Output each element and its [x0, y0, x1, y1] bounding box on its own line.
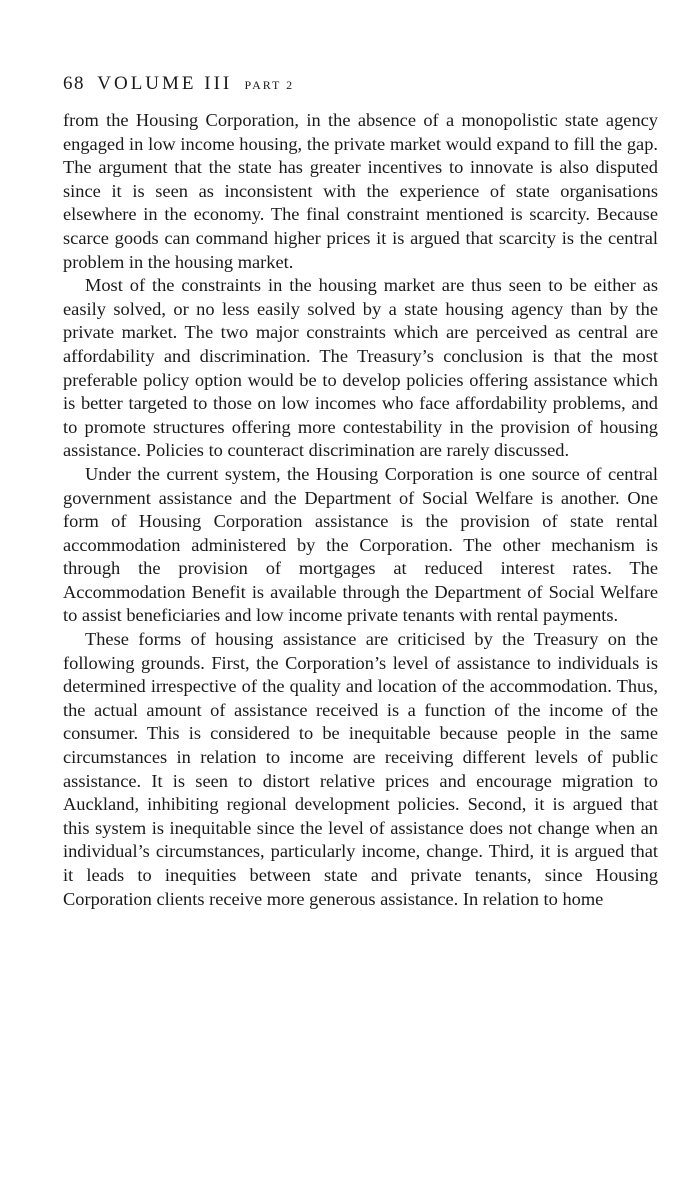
running-head [63, 72, 658, 97]
paragraph: from the Housing Corporation, in the absence of a monopolistic state agency engaged in low income housing, the private market would expand to fill the gap. The argument that the state has greater incentives to innovate is also disputed since it is seen as inconsistent with the experience of state organisations elsewhere in the economy. The final constraint mentioned is scarcity. Because scarce goods can command higher prices it is argued that scarcity is the central problem in the housing market. [63, 110, 658, 272]
volume-label: VOLUME III [97, 73, 233, 94]
paragraph: Most of the constraints in the housing market are thus seen to be either as easily solved, or no less easily solved by a state housing agency than by the private market. The two major constraints which are perceived as central are affordability and discrimination. The Treasury’s conclusion is that the most preferable policy option would be to develop policies offering assistance which is better targeted to those on low incomes who face affordability problems, and to promote structures offering more contestability in the provision of housing assistance. Policies to counteract discrimination are rarely discussed. [63, 275, 658, 461]
paragraph: Under the current system, the Housing Corporation is one source of central government assistance and the Department of Social Welfare is another. One form of Housing Corporation assistance is the provision of state rental accommodation administered by the Corporation. The other mechanism is through the provision of mortgages at reduced interest rates. The Accommodation Benefit is available through the Department of Social Welfare to assist beneficiaries and low income private tenants with rental payments. [63, 463, 658, 626]
page-number: 68 [63, 73, 85, 94]
body-text [63, 109, 658, 911]
paragraph: These forms of housing assistance are criticised by the Treasury on the following grounds. First, the Corporation’s level of assistance to individuals is determined irrespective of the quality and location of the accommodation. Thus, the actual amount of assistance received is a function of the income of the consumer. This is considered to be inequitable because people in the same circumstances in relation to income are receiving different levels of public assistance. It is seen to distort relative prices and encourage migration to Auckland, inhibiting regional development policies. Second, it is argued that this system is inequitable since the level of assistance does not change when an individual’s circumstances, particularly income, change. Third, it is argued that it leads to inequities between state and private tenants, since Housing Corporation clients receive more generous assistance. In relation to home [63, 629, 658, 909]
part-label: PART 2 [244, 78, 295, 92]
book-page [63, 72, 658, 911]
